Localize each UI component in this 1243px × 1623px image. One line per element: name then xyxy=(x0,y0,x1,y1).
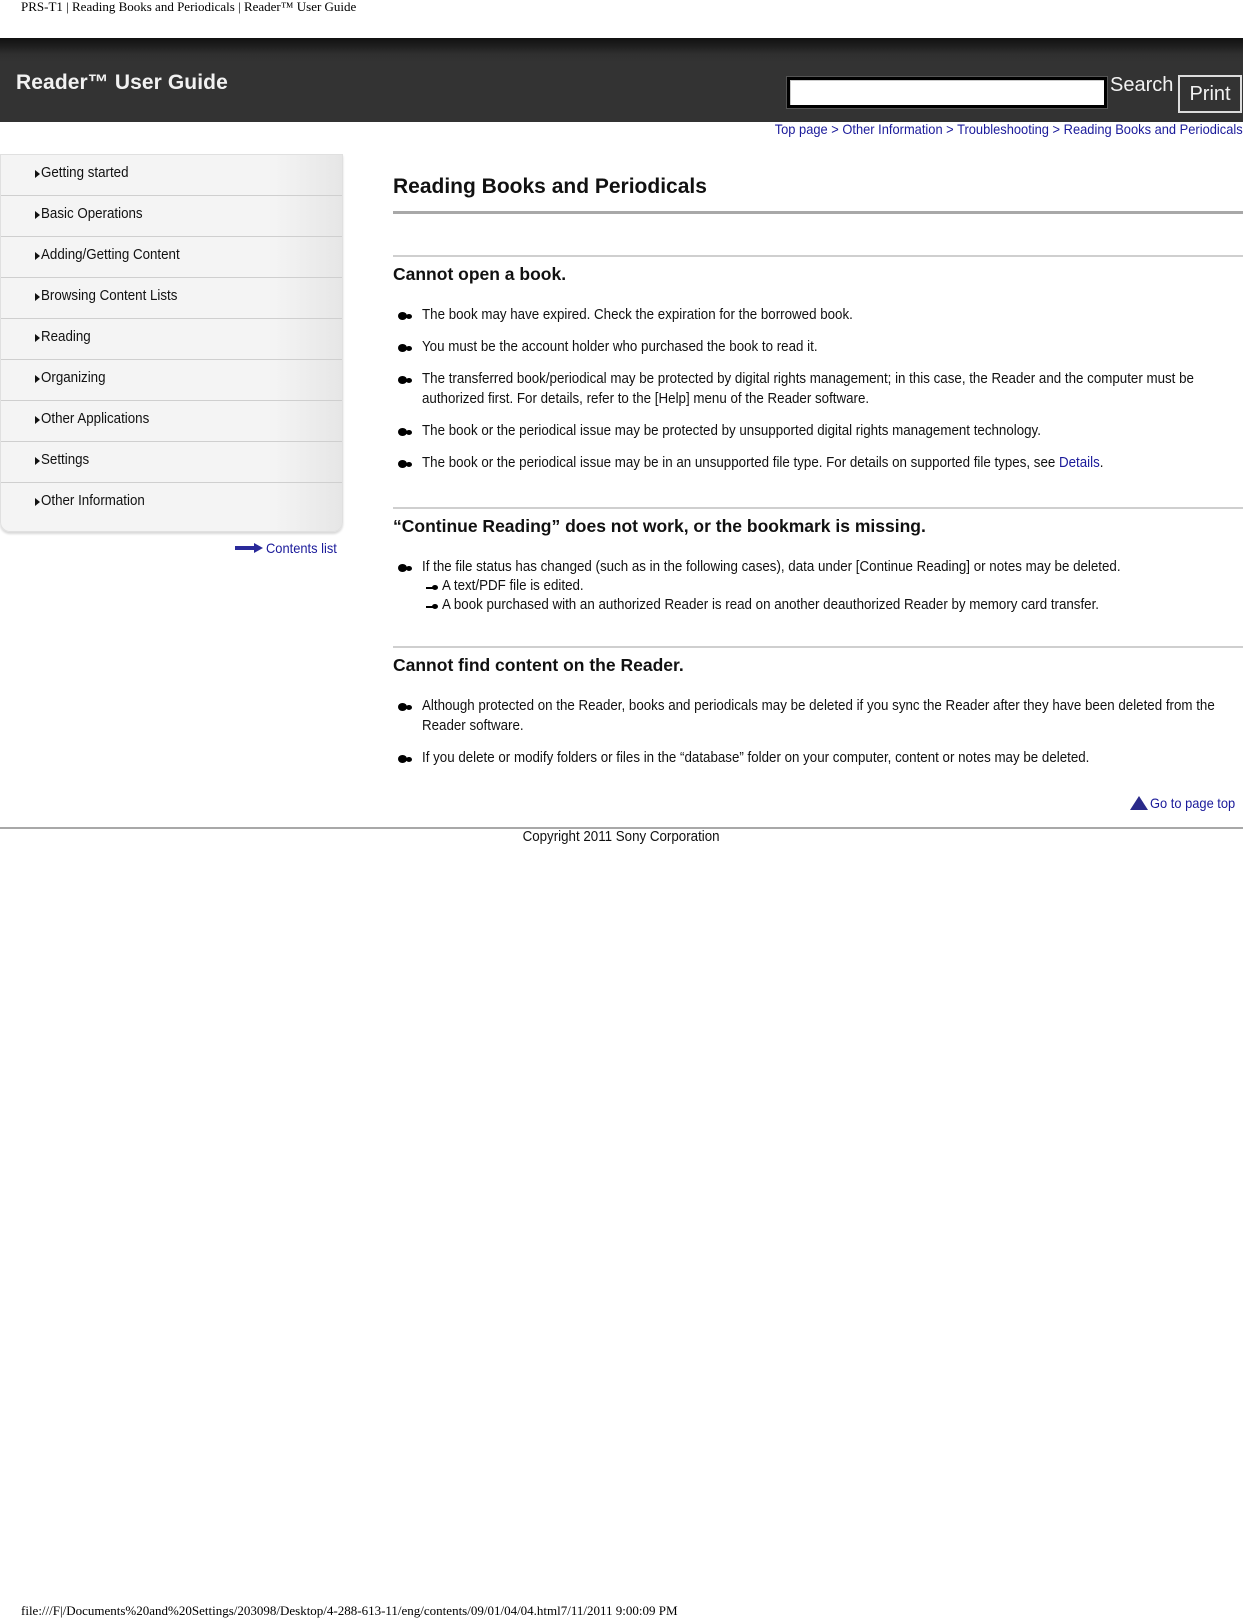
section-continue-reading xyxy=(393,507,1243,615)
sidebar-item-adding-getting-content[interactable]: Adding/Getting Content xyxy=(1,237,342,278)
list-item: The book or the periodical issue may be protected by unsupported digital rights management technology. xyxy=(393,421,1243,441)
section-divider xyxy=(393,255,1243,257)
breadcrumb-separator: > xyxy=(831,121,840,137)
list-item: The book or the periodical issue may be in an unsupported file type. For details on supported file types, see Details. xyxy=(393,453,1243,473)
copyright: Copyright 2011 Sony Corporation xyxy=(522,829,720,845)
search-button[interactable]: Search xyxy=(1110,74,1174,96)
triangle-right-icon xyxy=(35,457,40,465)
section-divider xyxy=(393,646,1243,648)
sidebar-item-organizing[interactable]: Organizing xyxy=(1,360,342,401)
triangle-right-icon xyxy=(35,211,40,219)
guide-title: Reader™ User Guide xyxy=(16,71,228,94)
bullet-icon xyxy=(398,312,412,320)
triangle-right-icon xyxy=(35,293,40,301)
sidebar-item-other-applications[interactable]: Other Applications xyxy=(1,401,342,442)
section-cannot-find-content xyxy=(393,646,1243,768)
section-title: Cannot find content on the Reader. xyxy=(393,655,684,675)
section-title: Cannot open a book. xyxy=(393,264,567,284)
triangle-right-icon xyxy=(35,252,40,260)
section-title: “Continue Reading” does not work, or the bookmark is missing. xyxy=(393,516,926,536)
sidebar-item-basic-operations[interactable]: Basic Operations xyxy=(1,196,342,237)
bullet-list xyxy=(393,557,1243,615)
search-input[interactable] xyxy=(787,77,1107,108)
list-item: Although protected on the Reader, books and periodicals may be deleted if you sync the Reader after they have been deleted from the Reader software. xyxy=(393,696,1243,736)
sidebar-item-settings[interactable]: Settings xyxy=(1,442,342,483)
print-header: PRS-T1 | Reading Books and Periodicals | Reader™ User Guide xyxy=(21,0,357,14)
bullet-icon xyxy=(398,703,412,711)
bullet-icon xyxy=(398,564,412,572)
arrow-right-icon xyxy=(235,543,263,553)
bullet-icon xyxy=(398,755,412,763)
triangle-right-icon xyxy=(35,416,40,424)
sidebar-nav xyxy=(0,154,343,532)
breadcrumb-other-information[interactable]: Other Information xyxy=(842,121,943,137)
go-to-page-top-link[interactable]: Go to page top xyxy=(1130,795,1243,811)
sidebar-item-other-information[interactable]: Other Information xyxy=(1,483,342,524)
sub-list-item: A text/PDF file is edited. xyxy=(422,577,1243,596)
triangle-up-icon xyxy=(1130,796,1148,810)
sidebar-item-reading[interactable]: Reading xyxy=(1,319,342,360)
page-title: Reading Books and Periodicals xyxy=(393,175,707,198)
details-link[interactable]: Details xyxy=(1058,455,1100,471)
sub-bullet-list xyxy=(422,577,1243,615)
bullet-list xyxy=(393,696,1243,768)
banner xyxy=(0,38,1243,122)
list-item: If the file status has changed (such as in the following cases), data under [Continue Reading] or notes may be deleted. A text/PDF file is edited. A book purchased with an authorized Reader is read on another deauthorized Reader by memory card transfer. xyxy=(393,557,1243,615)
sidebar-item-browsing-content-lists[interactable]: Browsing Content Lists xyxy=(1,278,342,319)
sidebar-item-getting-started[interactable]: Getting started xyxy=(1,155,342,196)
print-footer: file:///F|/Documents%20and%20Settings/203098/Desktop/4-288-613-11/eng/contents/09/01/04/04.html7/11/2011 9:00:09 PM xyxy=(21,1603,678,1618)
bullet-icon xyxy=(398,460,412,468)
main-content xyxy=(393,165,1243,780)
breadcrumb-separator: > xyxy=(946,121,955,137)
title-divider xyxy=(393,211,1243,214)
triangle-right-icon xyxy=(35,170,40,178)
sub-list-item: A book purchased with an authorized Reader is read on another deauthorized Reader by memory card transfer. xyxy=(422,596,1243,615)
list-item: The transferred book/periodical may be protected by digital rights management; in this case, the Reader and the computer must be authorized first. For details, refer to the [Help] menu of the Reader software. xyxy=(393,369,1243,409)
sub-bullet-icon xyxy=(426,585,438,590)
contents-list-link[interactable]: Contents list xyxy=(235,540,343,556)
triangle-right-icon xyxy=(35,498,40,506)
section-cannot-open-book xyxy=(393,255,1243,473)
breadcrumb xyxy=(775,121,1243,137)
list-item: You must be the account holder who purchased the book to read it. xyxy=(393,337,1243,357)
print-button[interactable]: Print xyxy=(1178,75,1242,113)
breadcrumb-top-page[interactable]: Top page xyxy=(775,121,829,137)
sub-bullet-icon xyxy=(426,604,438,609)
bullet-icon xyxy=(398,428,412,436)
triangle-right-icon xyxy=(35,375,40,383)
breadcrumb-current-page[interactable]: Reading Books and Periodicals xyxy=(1063,121,1243,137)
bullet-list xyxy=(393,305,1243,473)
bullet-icon xyxy=(398,376,412,384)
list-item: The book may have expired. Check the expiration for the borrowed book. xyxy=(393,305,1243,325)
triangle-right-icon xyxy=(35,334,40,342)
list-item: If you delete or modify folders or files in the “database” folder on your computer, content or notes may be deleted. xyxy=(393,748,1243,768)
section-divider xyxy=(393,507,1243,509)
bullet-icon xyxy=(398,344,412,352)
breadcrumb-troubleshooting[interactable]: Troubleshooting xyxy=(957,121,1050,137)
breadcrumb-separator: > xyxy=(1052,121,1061,137)
